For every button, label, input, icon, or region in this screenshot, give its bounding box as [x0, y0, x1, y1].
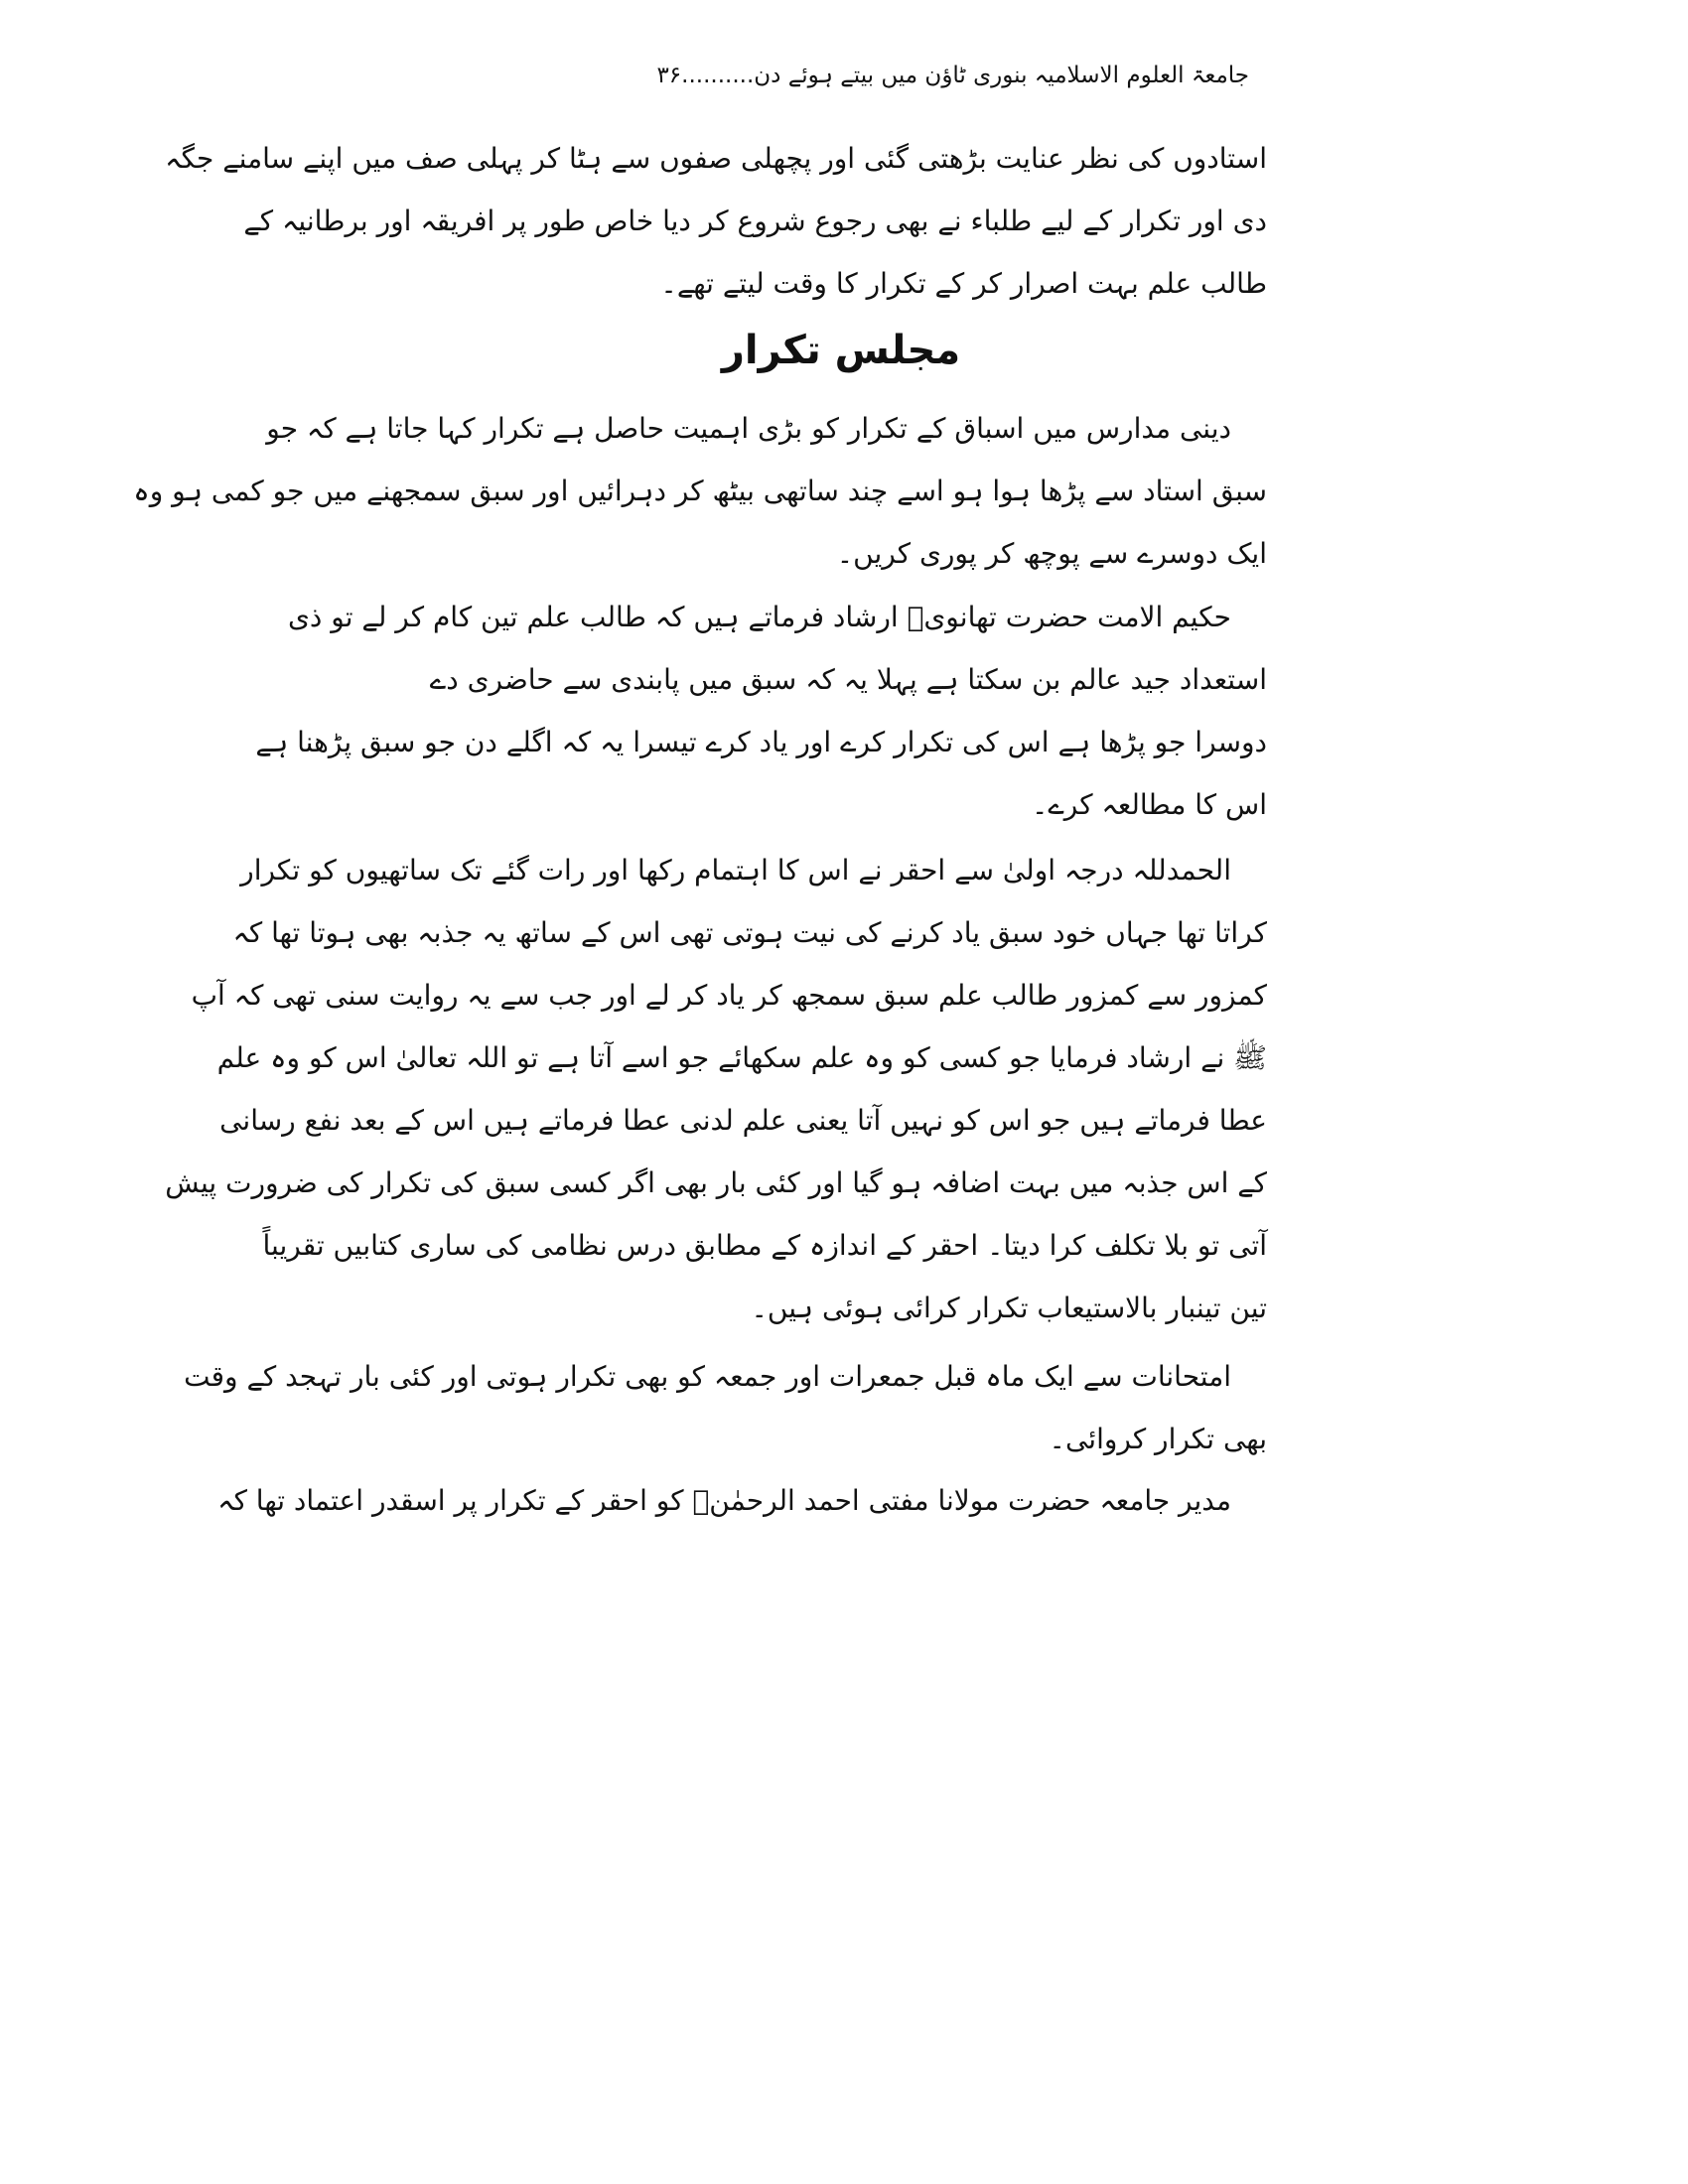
text-line: الحمدللہ درجہ اولیٰ سے احقر نے اس کا اہتمام رکھا اور رات گئے تک ساتھیوں کو تکرار — [240, 854, 1231, 887]
paragraph-4 — [165, 839, 1267, 1339]
text-line: بھی تکرار کروائی۔ — [1049, 1423, 1267, 1455]
section-heading: مجلس تکرار — [721, 328, 961, 373]
text-line: امتحانات سے ایک ماہ قبل جمعرات اور جمعہ کو بھی تکرار ہوتی اور کئی بار تہجد کے وقت — [184, 1360, 1231, 1393]
text-line: ایک دوسرے سے پوچھ کر پوری کریں۔ — [836, 537, 1267, 570]
paragraph-3 — [255, 586, 1267, 836]
text-line: دوسرا جو پڑھا ہے اس کی تکرار کرے اور یاد کرے تیسرا یہ کہ اگلے دن جو سبق پڑھنا ہے — [255, 726, 1267, 758]
running-header: جامعۃ العلوم الاسلامیہ بنوری ٹاؤن میں بیتے ہوئے دن..........۳۶ — [656, 63, 1249, 88]
text-line: اس کا مطالعہ کرے۔ — [1031, 788, 1267, 821]
paragraph-1 — [165, 127, 1267, 315]
text-line: استادوں کی نظر عنایت بڑھتی گئی اور پچھلی صفوں سے ہٹا کر پہلی صف میں اپنے سامنے جگہ — [165, 142, 1267, 175]
paragraph-6 — [217, 1469, 1267, 1532]
text-line: ﷺ نے ارشاد فرمایا جو کسی کو وہ علم سکھائے جو اسے آتا ہے تو اللہ تعالیٰ اس کو وہ علم — [216, 1041, 1267, 1074]
text-line: کمزور سے کمزور طالب علم سبق سمجھ کر یاد کر لے اور جب سے یہ روایت سنی تھی کہ آپ — [191, 979, 1267, 1012]
paragraph-5 — [184, 1345, 1267, 1470]
text-line: کے اس جذبہ میں بہت اضافہ ہو گیا اور کئی بار بھی اگر کسی سبق کی تکرار کی ضرورت پیش — [165, 1166, 1267, 1199]
text-line: عطا فرماتے ہیں جو اس کو نہیں آتا یعنی علم لدنی عطا فرماتے ہیں اس کے بعد نفع رسانی — [219, 1104, 1267, 1137]
text-line: استعداد جید عالم بن سکتا ہے پہلا یہ کہ سبق میں پابندی سے حاضری دے — [429, 663, 1267, 696]
text-line: حکیم الامت حضرت تھانویؒ ارشاد فرماتے ہیں کہ طالب علم تین کام کر لے تو ذی — [287, 601, 1231, 633]
text-line: مدیر جامعہ حضرت مولانا مفتی احمد الرحمٰنؒ کو احقر کے تکرار پر اسقدر اعتماد تھا کہ — [217, 1484, 1231, 1517]
text-line: سبق استاد سے پڑھا ہوا ہو اسے چند ساتھی بیٹھ کر دہرائیں اور سبق سمجھنے میں جو کمی ہو وہ — [133, 475, 1267, 507]
text-line: کراتا تھا جہاں خود سبق یاد کرنے کی نیت ہوتی تھی اس کے ساتھ یہ جذبہ بھی ہوتا تھا کہ — [232, 916, 1267, 949]
text-line: تین تینبار بالاستیعاب تکرار کرائی ہوئی ہیں۔ — [751, 1292, 1267, 1324]
text-line: دینی مدارس میں اسباق کے تکرار کو بڑی اہمیت حاصل ہے تکرار کہا جاتا ہے کہ جو — [266, 412, 1231, 445]
text-line: آتی تو بلا تکلف کرا دیتا۔ احقر کے اندازہ کے مطابق درس نظامی کی ساری کتابیں تقریباً — [262, 1229, 1267, 1262]
text-line: دی اور تکرار کے لیے طلباء نے بھی رجوع شروع کر دیا خاص طور پر افریقہ اور برطانیہ کے — [243, 205, 1267, 237]
paragraph-2 — [133, 397, 1267, 585]
text-line: طالب علم بہت اصرار کر کے تکرار کا وقت لیتے تھے۔ — [660, 267, 1267, 300]
